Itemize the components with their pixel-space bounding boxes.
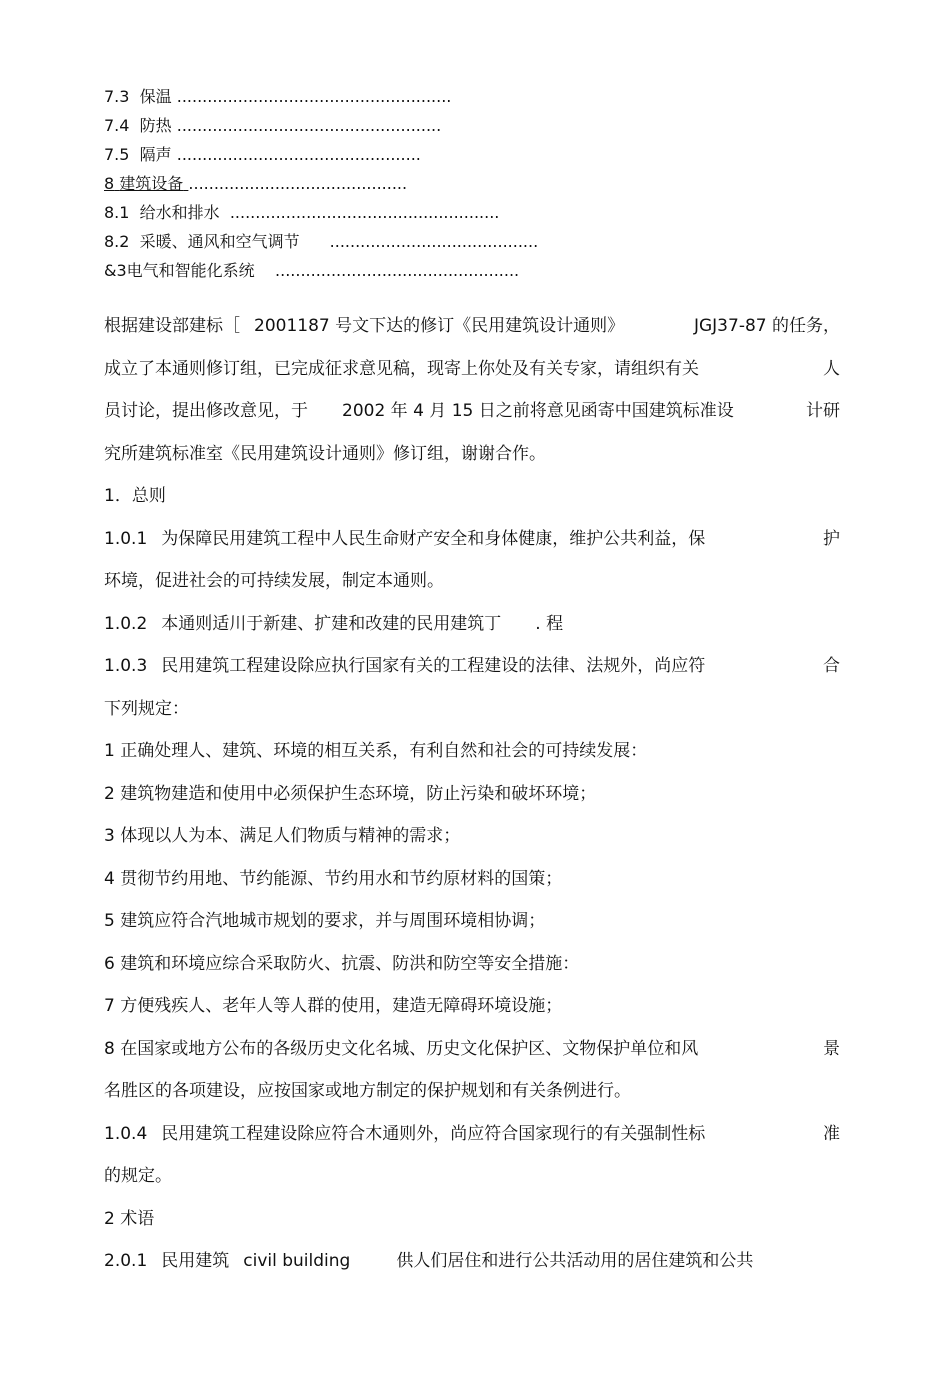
toc-leader: ................................................ [176,145,421,164]
toc-leader: .................................................... [176,116,442,135]
toc-entry-7-3[interactable] [104,82,804,111]
list-item: 8 在国家或地方公布的各级历史文化名城、历史文化保护区、文物保护单位和风 景 [104,1038,840,1059]
toc-title: 采暖、通风和空气调节 [139,232,300,251]
toc-entry-7-5[interactable] [104,140,804,169]
list-item: 4 贯彻节约用地、节约能源、节约用水和节约原材料的国策； [104,868,563,889]
document-body [104,312,840,1290]
toc-entry-7-4[interactable] [104,111,804,140]
toc-leader: ................................................ [275,261,520,280]
toc-number: 7.4 [104,116,130,135]
toc-number: 7.5 [104,145,130,164]
list-item: 3 体现以人为本、满足人们物质与精神的需求； [104,826,461,846]
clause-1-0-1: 1.0.1 为保障民用建筑工程中人民生命财产安全和身体健康，维护公共利益，保 护 [104,528,840,549]
clause-2-0-1: 2.0.1 民用建筑 civil building 供人们居住和进行公共活动用的居住建筑和公共 [104,1251,754,1271]
list-item: 6 建筑和环境应综合采取防火、抗震、防洪和防空等安全措施： [104,953,580,974]
toc-number: 7.3 [104,87,130,106]
toc-title: 防热 [139,116,172,135]
table-of-contents [104,82,804,285]
list-item: 2 建筑物建造和使用中必须保护生态环境，防止污染和破坏环境； [104,783,597,804]
toc-number: &3 [104,261,127,280]
clause-1-0-3: 1.0.3 民用建筑工程建设除应执行国家有关的工程建设的法律、法规外，尚应符 合 [104,656,840,676]
toc-number: 8.1 [104,203,130,222]
paragraph-line: 名胜区的各项建设，应按国家或地方制定的保护规划和有关条例进行。 [104,1081,631,1101]
toc-number: 8.2 [104,232,130,251]
toc-title: 建筑设备 [119,174,184,193]
list-item: 5 建筑应符合汽地城市规划的要求，并与周围环境相协调； [104,911,546,931]
toc-title: 给水和排水 [139,203,220,222]
toc-title: 隔声 [139,145,172,164]
toc-title: 保温 [139,87,172,106]
paragraph-line: 下列规定： [104,698,189,719]
list-item: 7 方便残疾人、老年人等人群的使用，建造无障碍环境设施； [104,996,563,1016]
toc-entry-8[interactable] [104,169,804,198]
toc-leader: ...................................................... [176,87,452,106]
paragraph-line: 的规定。 [104,1166,172,1186]
toc-entry-8-3[interactable] [104,256,804,285]
toc-leader: ......................................... [329,232,539,251]
section-heading: 2 术语 [104,1208,155,1229]
toc-title: 电气和智能化系统 [126,261,255,280]
list-item: 1 正确处理人、建筑、环境的相互关系，有利自然和社会的可持续发展： [104,741,648,761]
toc-entry-8-2[interactable] [104,227,804,256]
paragraph-line: 究所建筑标准室《民用建筑设计通则》修订组，谢谢合作。 [104,443,546,464]
clause-1-0-2: 1.0.2 本通则适川于新建、扩建和改建的民用建筑丁 . 程 [104,613,564,634]
toc-number: 8 [104,174,115,193]
paragraph-line: 员讨论，提出修改意见，于 2002 年 4 月 15 日之前将意见函寄中国建筑标准设 计研 [104,401,840,421]
section-heading: 1．总则 [104,486,166,506]
paragraph-line: 环境，促进社会的可持续发展，制定本通则。 [104,571,444,591]
toc-entry-8-1[interactable] [104,198,804,227]
paragraph-line: 成立了本通则修订组，已完成征求意见稿，现寄上你处及有关专家，请组织有关 人 [104,358,840,379]
paragraph-line: 根据建设部建标［ 2001187 号文下达的修订《民用建筑设计通则》 JGJ37-87 的任务， [104,316,840,336]
toc-leader: ........................................... [188,174,408,193]
toc-chapter-link[interactable] [104,174,188,193]
toc-leader: ..................................................... [229,203,500,222]
clause-1-0-4: 1.0.4 民用建筑工程建设除应符合木通则外，尚应符合国家现行的有关强制性标 准 [104,1123,840,1144]
